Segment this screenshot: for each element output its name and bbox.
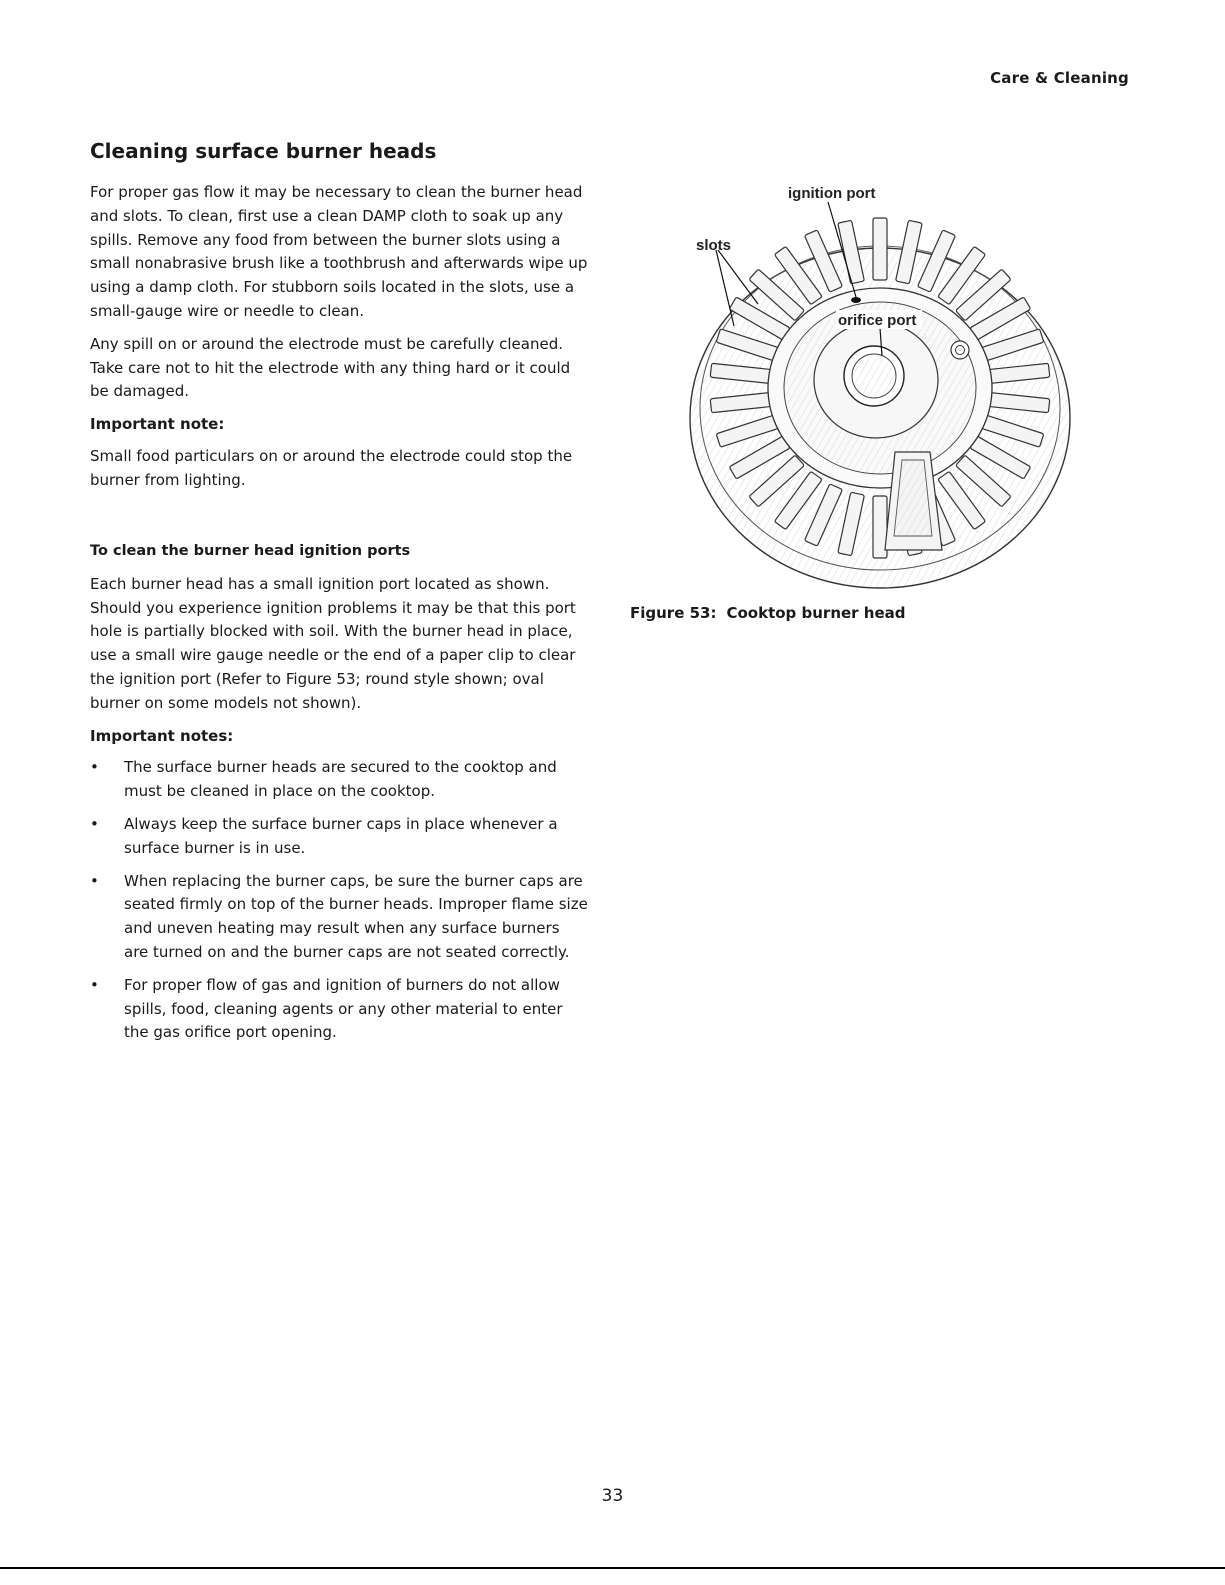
burner-head-figure (680, 170, 1080, 600)
intro-paragraph-1: For proper gas flow it may be necessary to clean the burner head and slots. To clean, first use a clean DAMP cloth to soak up any spills. Remove any food from between the burner slots using a small nonabrasive brush like a toothbrush and afterwards wipe up using a damp cloth. For stubborn soils located in the slots, use a small-gauge wire or needle to clean. (90, 183, 588, 320)
bullet-icon: • (90, 758, 99, 777)
list-item-text: Always keep the surface burner caps in place whenever a surface burner is in use. (124, 814, 558, 857)
intro-section (90, 181, 588, 502)
list-item-text: The surface burner heads are secured to the cooktop and must be cleaned in place on the cooktop. (124, 758, 557, 801)
bullet-icon: • (90, 975, 99, 994)
figure-caption-text: Cooktop burner head (726, 604, 906, 622)
intro-paragraph-2: Any spill on or around the electrode must be carefully cleaned. Take care not to hit the electrode with any thing hard or it could be damaged. (90, 334, 571, 401)
slots-leader-2 (716, 250, 734, 326)
important-notes-list (90, 756, 588, 1045)
figure-caption (630, 604, 906, 622)
page-number: 33 (601, 1486, 624, 1506)
ignition-section (90, 540, 588, 1054)
ignition-heading: To clean the burner head ignition ports (90, 543, 411, 559)
list-item (90, 813, 588, 861)
list-item (90, 974, 588, 1045)
running-header: Care & Cleaning (990, 69, 1129, 87)
burner-head-illustration (680, 170, 1080, 600)
page-title: Cleaning surface burner heads (90, 139, 437, 163)
ignition-paragraph: Each burner head has a small ignition port located as shown. Should you experience ignition problems it may be that this port hole is partially blocked with soil. With the burner head in place, use a small wire gauge needle or the end of a paper clip to clear the ignition port (Refer to Figure 53; round style shown; oval burner on some models not shown). (90, 574, 576, 712)
ignition-port-label: ignition port (788, 185, 876, 202)
list-item (90, 870, 588, 965)
important-note-heading: Important note: (90, 415, 225, 434)
list-item-text: When replacing the burner caps, be sure the burner caps are seated firmly on top of the burner heads. Improper flame size and uneven heating may result when any surface burners are turned on and the burner caps are not seated correctly. (124, 871, 588, 961)
important-notes-heading: Important notes: (90, 726, 234, 745)
list-item-text: For proper flow of gas and ignition of burners do not allow spills, food, cleaning agents or any other material to enter the gas orifice port opening. (124, 975, 563, 1042)
ignition-port-dot (851, 297, 861, 303)
bullet-icon: • (90, 814, 99, 833)
bullet-icon: • (90, 871, 99, 890)
bottom-rule (0, 1567, 1225, 1569)
orifice-port-label: orifice port (838, 312, 917, 329)
slots-label: slots (696, 237, 732, 254)
figure-number: Figure 53: (630, 604, 717, 622)
important-note-text: Small food particulars on or around the electrode could stop the burner from lighting. (90, 446, 573, 489)
list-item (90, 756, 588, 804)
